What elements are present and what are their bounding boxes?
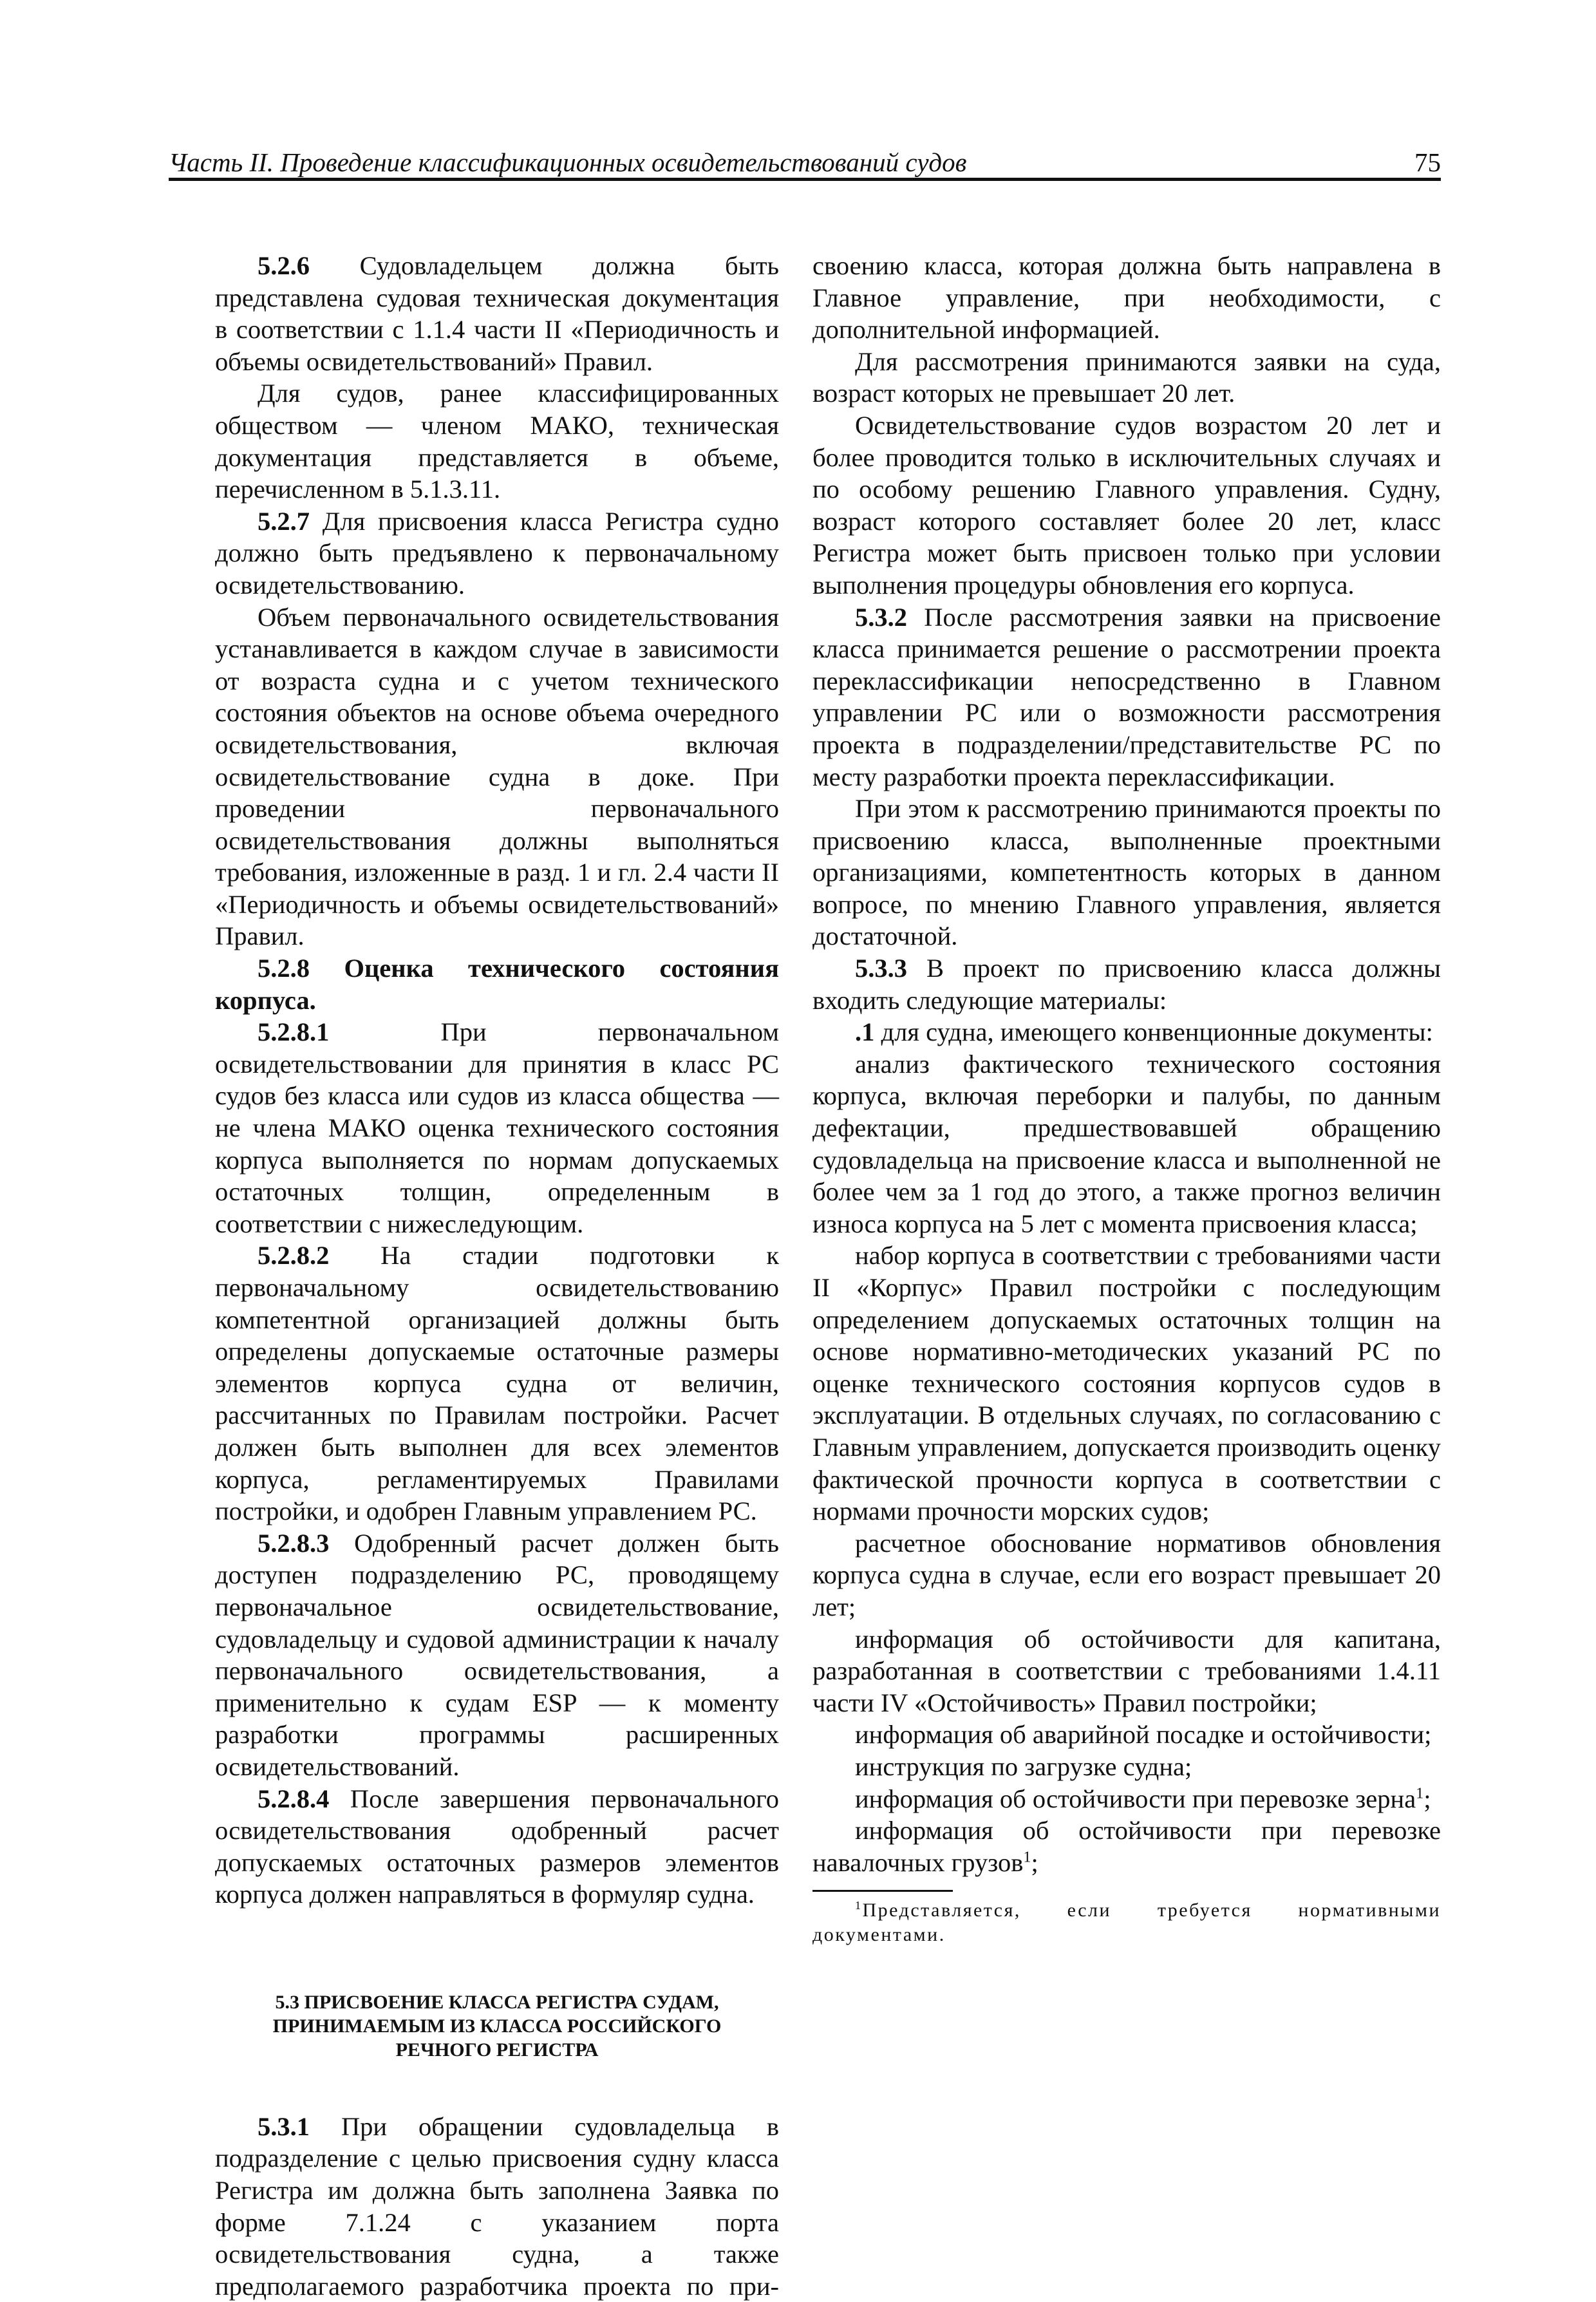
clause-number: 5.2.8.1 bbox=[258, 1017, 330, 1047]
clause-number: 5.2.8.3 bbox=[258, 1528, 330, 1558]
clause-number: 5.3.1 bbox=[258, 2111, 310, 2141]
paragraph: Освидетельствование судов возрастом 20 лет и более проводится только в исключительных случаях и по особому решению Главного управления. Судну, возраст которого составляет более 20 лет, класс Регистра может быть присвоен только при условии выполнения процедуры обновления его корпуса. bbox=[812, 410, 1441, 599]
paragraph: анализ фактического технического состояния корпуса, включая переборки и палубы, по данным дефектации, предшествовавшей обращению судовладельца на присвоение класса и выполненной не более чем за 1 год до этого, а также прогноз величин износа корпуса на 5 лет с момента присвоения класса; bbox=[812, 1049, 1441, 1238]
paragraph-text: На стадии подготовки к первоначальному освидетельствованию компетентной организацией должны быть определены допускаемые остаточные размеры элементов корпуса судна от величин, рассчитанных по Правилам постройки. Расчет должен быть выполнен для всех элементов корпуса, регламентируемых Правилами постройки, и одобрен Главным управлением РС. bbox=[215, 1241, 779, 1526]
clause-number: 5.2.6 bbox=[258, 251, 310, 280]
paragraph-5-2-8-4 bbox=[215, 1783, 779, 1910]
paragraph: расчетное обоснование нормативов обновления корпуса судна в случае, если его возраст превышает 20 лет; bbox=[812, 1528, 1441, 1621]
paragraph: информация об остойчивости для капитана, разработанная в соответствии с требованиями 1.4.11 части IV «Остойчивость» Правил постройки; bbox=[812, 1624, 1441, 1717]
right-column bbox=[812, 250, 1441, 1947]
footnote-marker: 1 bbox=[855, 1899, 863, 1912]
paragraph-tail: ; bbox=[1423, 1784, 1431, 1813]
paragraph-text: После завершения первоначального освидетельствования одобренный расчет допускаемых остаточных размеров элементов корпуса должен направляться в формуляр судна. bbox=[215, 1784, 779, 1909]
paragraph: При этом к рассмотрению принимаются проекты по присвоению класса, выполненные проектными организациями, компетентность которых в данном вопросе, по мнению Главного управления, является достаточной. bbox=[812, 794, 1441, 951]
footnote bbox=[812, 1898, 1441, 1947]
paragraph: Для рассмотрения принимаются заявки на суда, возраст которых не превышает 20 лет. bbox=[812, 346, 1441, 408]
paragraph-text: В проект по присвоению класса должны входить следующие материалы: bbox=[812, 954, 1441, 1015]
footnote-text: Представляется, если требуется нормативными документами. bbox=[812, 1900, 1441, 1946]
paragraph-text: Одобренный расчет должен быть доступен подразделению РС, проводящему первоначальное освидетельствование, судовладельцу и судовой администрации к началу первоначального освидетельствования, а применительно к судам ESP — к моменту разработки программы расширенных освидетельствований. bbox=[215, 1528, 779, 1781]
list-item-number: .1 bbox=[855, 1017, 875, 1047]
running-header bbox=[169, 143, 1441, 183]
paragraph-text: После рассмотрения заявки на присвоение класса принимается решение о рассмотрении проекта переклассификации непосредственно в Главном управлении РС или о возможности рассмотрения проекта в подразделении/представительстве РС по месту разработки проекта переклассификации. bbox=[812, 602, 1441, 791]
paragraph-5-3-3 bbox=[812, 952, 1441, 1016]
running-header-title: Часть II. Проведение классификационных освидетельствований судов bbox=[169, 147, 967, 177]
clause-number: 5.2.7 bbox=[258, 506, 310, 536]
paragraph-with-footnote bbox=[812, 1815, 1441, 1878]
list-item-text: для судна, имеющего конвенционные документы: bbox=[874, 1017, 1433, 1047]
clause-number: 5.3.2 bbox=[855, 602, 907, 632]
paragraph-text: Для присвоения класса Регистра судно должно быть предъявлено к первоначальному освидетельствованию. bbox=[215, 506, 779, 599]
paragraph: набор корпуса в соответствии с требованиями части II «Корпус» Правил постройки с последующим определением допускаемых остаточных толщин на основе нормативно-методических указаний РС по оценке технического состояния корпусов судов в эксплуатации. В отдельных случаях, по согласованию с Главным управлением, допускается производить оценку фактической прочности корпуса в соответствии с нормами прочности морских судов; bbox=[812, 1241, 1441, 1526]
paragraph-text: При обращении судовладельца в подразделение с целью присвоения судну класса Регистра им должна быть заполнена Заявка по форме 7.1.24 с указанием порта освидетельствования судна, а также предполагаемого разработчика проекта по при- bbox=[215, 2111, 779, 2301]
header-rule bbox=[169, 178, 1441, 181]
clause-number: 5.3.3 bbox=[855, 954, 907, 983]
paragraph-5-3-2 bbox=[812, 601, 1441, 793]
paragraph-5-2-7 bbox=[215, 505, 779, 601]
footnote-ref: 1 bbox=[1023, 1848, 1031, 1866]
footnote-ref: 1 bbox=[1416, 1784, 1424, 1802]
page-number: 75 bbox=[1414, 147, 1441, 177]
section-heading-line: 5.3 ПРИСВОЕНИЕ КЛАССА РЕГИСТРА СУДАМ, bbox=[275, 1991, 719, 2013]
paragraph-5-2-8-2 bbox=[215, 1240, 779, 1527]
paragraph-5-2-8-3 bbox=[215, 1527, 779, 1783]
paragraph: Объем первоначального освидетельствования устанавливается в каждом случае в зависимости от возраста судна и с учетом технического состояния объектов на основе объема очередного освидетельствования, включая освидетельствование судна в доке. При проведении первоначального освидетельствования должны выполняться требования, изложенные в разд. 1 и гл. 2.4 части II «Периодичность и объемы освидетельствований» Правил. bbox=[215, 602, 779, 951]
left-column bbox=[215, 250, 779, 2302]
paragraph: инструкция по загрузке судна; bbox=[855, 1751, 1192, 1781]
section-heading-line: РЕЧНОГО РЕГИСТРА bbox=[395, 2039, 599, 2061]
paragraph: информация об аварийной посадке и остойчивости; bbox=[855, 1720, 1432, 1750]
list-item-1 bbox=[812, 1016, 1441, 1048]
paragraph-text: информация об остойчивости при перевозке зерна bbox=[855, 1784, 1416, 1813]
subsection-heading-text: 5.2.8 Оценка технического состояния корпуса. bbox=[215, 954, 779, 1015]
clause-number: 5.2.8.4 bbox=[258, 1784, 330, 1813]
footnote-separator bbox=[812, 1890, 953, 1892]
paragraph-tail: ; bbox=[1031, 1847, 1038, 1877]
paragraph-5-2-8-1 bbox=[215, 1016, 779, 1240]
paragraph-text: При первоначальном освидетельствовании для принятия в класс РС судов без класса или судов из класса общества — не члена МАКО оценка технического состояния корпуса выполняется по нормам допускаемых остаточных толщин, определенным в соответствии с нижеследующим. bbox=[215, 1017, 779, 1238]
paragraph-continued: своению класса, которая должна быть направлена в Главное управление, при необходимости, с дополнительной информацией. bbox=[812, 251, 1441, 344]
paragraph-5-3-1 bbox=[215, 2111, 779, 2302]
paragraph-text: информация об остойчивости при перевозке навалочных грузов bbox=[812, 1816, 1441, 1877]
subsection-heading-5-2-8 bbox=[215, 952, 779, 1016]
paragraph-text: Судовладельцем должна быть представлена судовая техническая документация в соответствии с 1.1.4 части II «Периодичность и объемы освидетельствований» Правил. bbox=[215, 251, 779, 376]
section-heading-5-3 bbox=[215, 1990, 779, 2062]
section-heading-line: ПРИНИМАЕМЫМ ИЗ КЛАССА РОССИЙСКОГО bbox=[272, 2015, 722, 2037]
paragraph-with-footnote bbox=[812, 1783, 1441, 1815]
clause-number: 5.2.8.2 bbox=[258, 1241, 330, 1270]
paragraph-5-2-6 bbox=[215, 250, 779, 377]
paragraph: Для судов, ранее классифицированных обществом — членом МАКО, техническая документация представляется в объеме, перечисленном в 5.1.3.11. bbox=[215, 379, 779, 504]
